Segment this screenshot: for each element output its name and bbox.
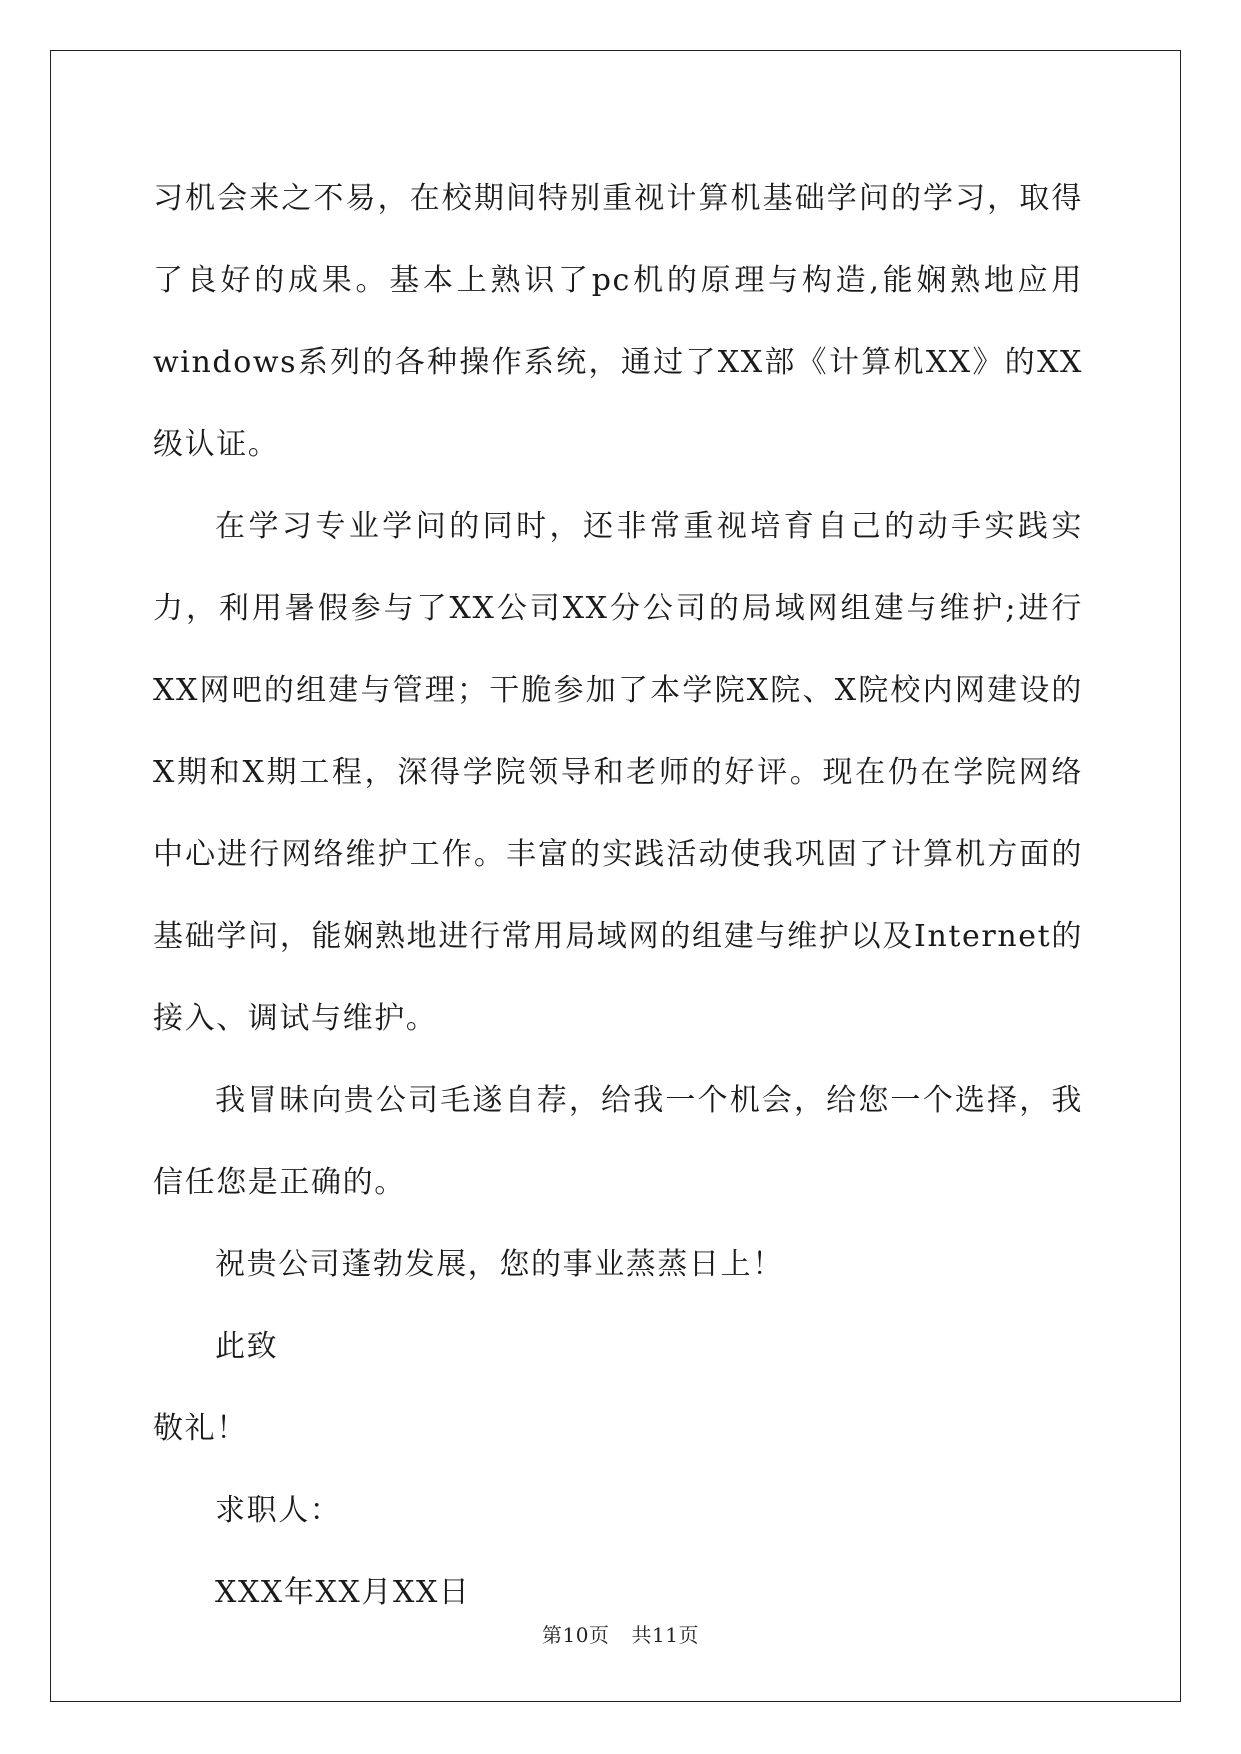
paragraph-wishes: 祝贵公司蓬勃发展，您的事业蒸蒸日上！	[215, 1247, 784, 1282]
letter-body	[153, 158, 1083, 1634]
page-number-current: 第10页	[542, 1623, 610, 1647]
closing-respect: 敬礼！	[153, 1411, 248, 1446]
paragraph-practice-experience: 在学习专业学问的同时，还非常重视培育自己的动手实践实力，利用暑假参与了XX公司XX分公司的局域网组建与维护;进行XX网吧的组建与管理；干脆参加了本学院X院、X院校内网建设的X期和X期工程，深得学院领导和老师的好评。现在仍在学院网络中心进行网络维护工作。丰富的实践活动使我巩固了计算机方面的基础学问，能娴熟地进行常用局域网的组建与维护以及Internet的接入、调试与维护。	[153, 509, 1083, 1036]
closing-salutation: 此致	[215, 1329, 279, 1364]
page-footer	[0, 1619, 1241, 1648]
paragraph-study-continuation: 习机会来之不易，在校期间特别重视计算机基础学问的学习，取得了良好的成果。基本上熟识了pc机的原理与构造,能娴熟地应用windows系列的各种操作系统，通过了XX部《计算机XX》的XX级认证。	[153, 181, 1083, 462]
applicant-signature-label: 求职人：	[215, 1493, 342, 1528]
page-number-total: 共11页	[631, 1623, 699, 1647]
paragraph-self-recommendation: 我冒昧向贵公司毛遂自荐，给我一个机会，给您一个选择，我信任您是正确的。	[153, 1083, 1083, 1200]
letter-date: XXX年XX月XX日	[215, 1575, 471, 1610]
